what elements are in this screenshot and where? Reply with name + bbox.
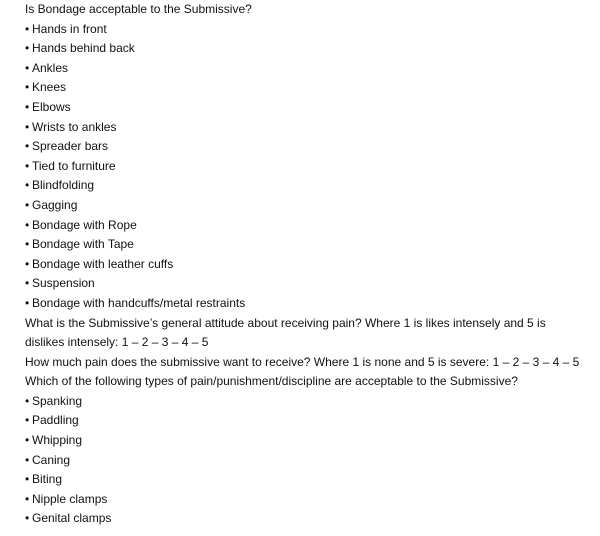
discipline-question: Which of the following types of pain/punishment/discipline are acceptable to the Submissive? (25, 374, 518, 389)
list-item: • Whipping (25, 431, 585, 451)
pain-attitude-question-line1: What is the Submissive’s general attitude about receiving pain? Where 1 is likes intensely and 5 is (25, 315, 546, 330)
list-item: • Caning (25, 451, 585, 471)
list-item: • Nipple clamps (25, 490, 585, 510)
list-item: • Blindfolding (25, 176, 585, 196)
pain-amount-question: How much pain does the submissive want to receive? Where 1 is none and 5 is severe: 1 – 2 – 3 – 4 – 5 (25, 354, 580, 369)
list-item: • Bondage with handcuffs/metal restraints (25, 294, 585, 314)
list-item: • Paddling (25, 411, 585, 431)
list-item: • Hands behind back (25, 39, 585, 59)
list-item: • Genital clamps (25, 509, 585, 529)
list-item: • Ankles (25, 59, 585, 79)
list-item: • Bondage with Rope (25, 216, 585, 236)
list-item: • Tied to furniture (25, 157, 585, 177)
list-item: • Wrists to ankles (25, 118, 585, 138)
list-item: • Bondage with Tape (25, 235, 585, 255)
list-item: • Knees (25, 78, 585, 98)
list-item: • Elbows (25, 98, 585, 118)
bondage-question: Is Bondage acceptable to the Submissive? (25, 2, 252, 16)
list-item: • Gagging (25, 196, 585, 216)
document-text (25, 0, 585, 529)
list-item: • Spanking (25, 392, 585, 412)
list-item: • Spreader bars (25, 137, 585, 157)
pain-attitude-question-line2: dislikes intensely: 1 – 2 – 3 – 4 – 5 (25, 335, 209, 350)
list-item: • Biting (25, 470, 585, 490)
list-item: • Suspension (25, 274, 585, 294)
list-item: • Bondage with leather cuffs (25, 255, 585, 275)
list-item: • Hands in front (25, 20, 585, 40)
